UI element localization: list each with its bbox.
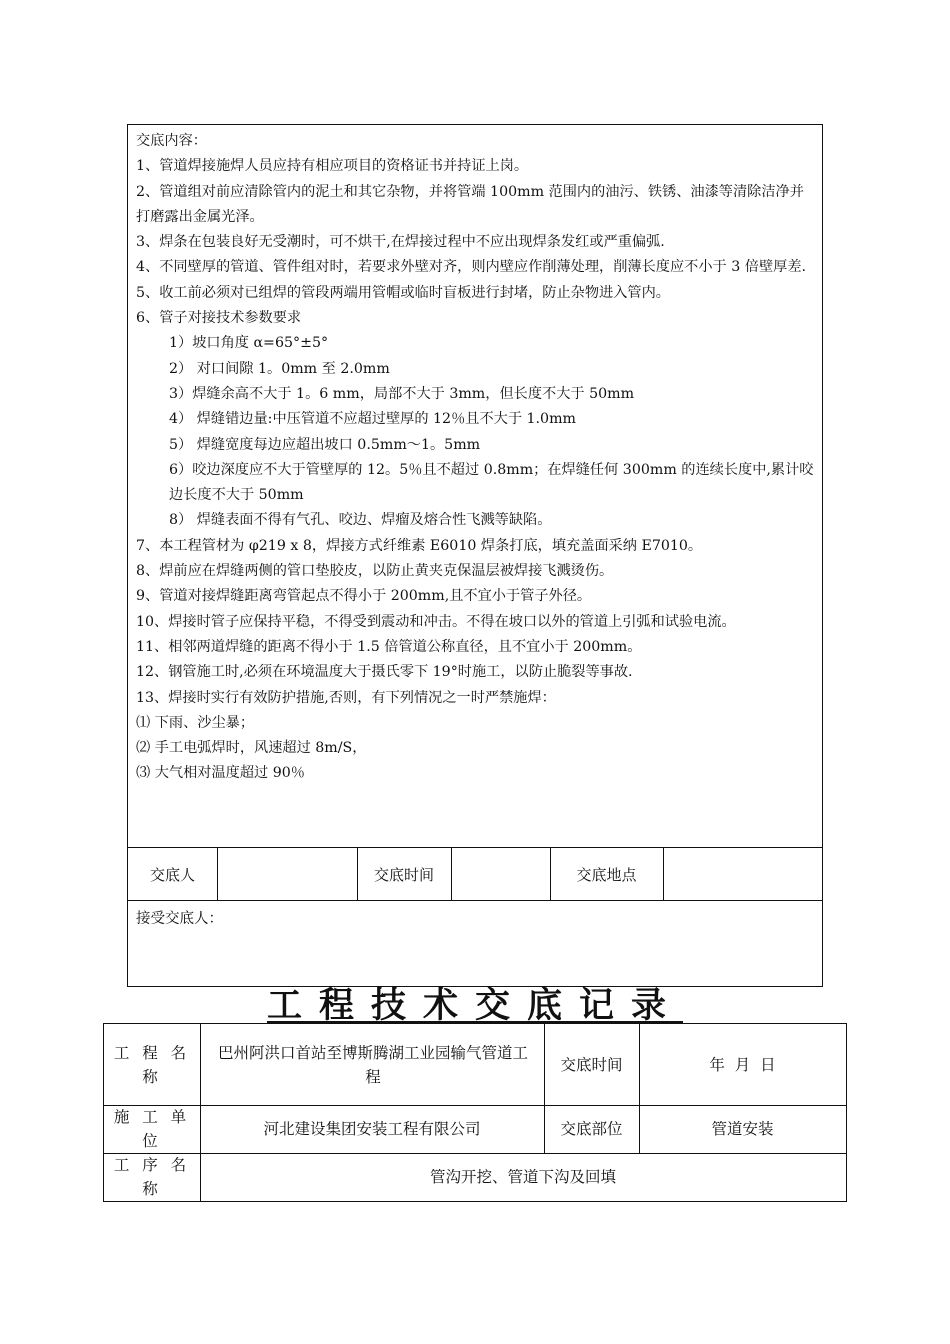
unit-label: 施 工 单 位 <box>113 1108 191 1150</box>
disclosure-content-box <box>127 124 823 987</box>
disclosure-item: 2、管道组对前应清除管内的泥土和其它杂物，并将管端 100mm 范围内的油污、铁锈、油漆等清除洁净并打磨露出金属光泽。 <box>136 183 804 225</box>
disclosure-item: 4） 焊缝错边量:中压管道不应超过壁厚的 12％且不大于 1.0mm <box>169 411 576 428</box>
disclosure-item: 10、焊接时管子应保持平稳，不得受到震动和冲击。不得在坡口以外的管道上引弧和试验电流。 <box>136 613 736 630</box>
disclosure-item: ⑴ 下雨、沙尘暴； <box>136 714 255 731</box>
time-value <box>451 848 550 900</box>
disclosure-item: 2） 对口间隙 1。0mm 至 2.0mm <box>169 360 390 377</box>
disclosure-item: 8） 焊缝表面不得有气孔、咬边、焊瘤及熔合性飞溅等缺陷。 <box>169 512 552 529</box>
disclosure-item: 1、管道焊接施焊人员应持有相应项目的资格证书并持证上岗。 <box>136 158 529 175</box>
record-title <box>0 985 950 1027</box>
disclosure-item: 4、不同壁厚的管道、管件组对时，若要求外壁对齐，则内壁应作削薄处理，削薄长度应不小于 3 倍壁厚差. <box>136 259 807 276</box>
disclosure-item: 11、相邻两道焊缝的距离不得小于 1.5 倍管道公称直径，且不宜小于 200mm。 <box>136 638 642 655</box>
process-label: 工 序 名 称 <box>113 1156 191 1198</box>
disclosure-item: 3、焊条在包装良好无受潮时，可不烘干,在焊接过程中不应出现焊条发红或严重偏弧. <box>136 234 665 251</box>
disclosure-item: 13、焊接时实行有效防护措施,否则，有下列情况之一时严禁施焊： <box>136 689 556 706</box>
disclosure-item: 5、收工前必须对已组焊的管段两端用管帽或临时盲板进行封堵，防止杂物进入管内。 <box>136 284 670 301</box>
place-label: 交底地点 <box>576 865 637 884</box>
receiver-label: 接受交底人： <box>136 911 223 927</box>
disclosure-item: 3）焊缝余高不大于 1。6 mm，局部不大于 3mm，但长度不大于 50mm <box>169 385 635 402</box>
part-label: 交底部位 <box>560 1120 623 1138</box>
project-name-label: 工 程 名 称 <box>113 1043 191 1086</box>
disclosure-item: 6、管子对接技术参数要求 <box>136 310 302 327</box>
record-title-text: 工程技术交底记录 <box>266 986 683 1026</box>
record-table <box>103 1023 847 1202</box>
disclosure-item: 6）咬边深度应不大于管壁厚的 12。5％且不超过 0.8mm；在焊缝任何 300mm 的连续长度中,累计咬边长度不大于 50mm <box>169 461 814 504</box>
date-label: 交底时间 <box>560 1055 623 1074</box>
place-value <box>663 848 821 900</box>
part-value: 管道安装 <box>711 1120 774 1138</box>
disclosure-item: 7、本工程管材为 φ219 x 8，焊接方式纤维素 E6010 焊条打底，填充盖面采纳 E7010。 <box>136 537 703 554</box>
signature-row <box>128 847 822 901</box>
disclosure-item: 1）坡口角度 α=65°±5° <box>169 335 329 352</box>
disclosure-content <box>136 129 816 787</box>
project-name-value: 巴州阿洪口首站至博斯腾湖工业园输气管道工程 <box>217 1043 528 1086</box>
disclosure-item: 12、钢管施工时,必须在环境温度大于摄氏零下 19°时施工，以防止脆裂等事故. <box>136 664 633 681</box>
presenter-label: 交底人 <box>149 865 195 884</box>
disclosure-item: 5） 焊缝宽度每边应超出坡口 0.5mm～1。5mm <box>169 436 481 453</box>
disclosure-item: 9、管道对接焊缝距离弯管起点不得小于 200mm,且不宜小于管子外径。 <box>136 588 592 605</box>
unit-value: 河北建设集团安装工程有限公司 <box>263 1120 481 1138</box>
disclosure-intro: 交底内容： <box>136 133 207 149</box>
process-value: 管沟开挖、管道下沟及回填 <box>429 1168 616 1186</box>
disclosure-item: 8、焊前应在焊缝两侧的管口垫胶皮，以防止黄夹克保温层被焊接飞溅烫伤。 <box>136 563 614 580</box>
disclosure-item: ⑶ 大气相对温度超过 90％ <box>136 765 305 782</box>
time-label: 交底时间 <box>373 865 434 884</box>
date-value: 年 月 日 <box>709 1055 776 1074</box>
disclosure-item: ⑵ 手工电弧焊时，风速超过 8m/S， <box>136 740 367 757</box>
presenter-value <box>217 848 357 900</box>
